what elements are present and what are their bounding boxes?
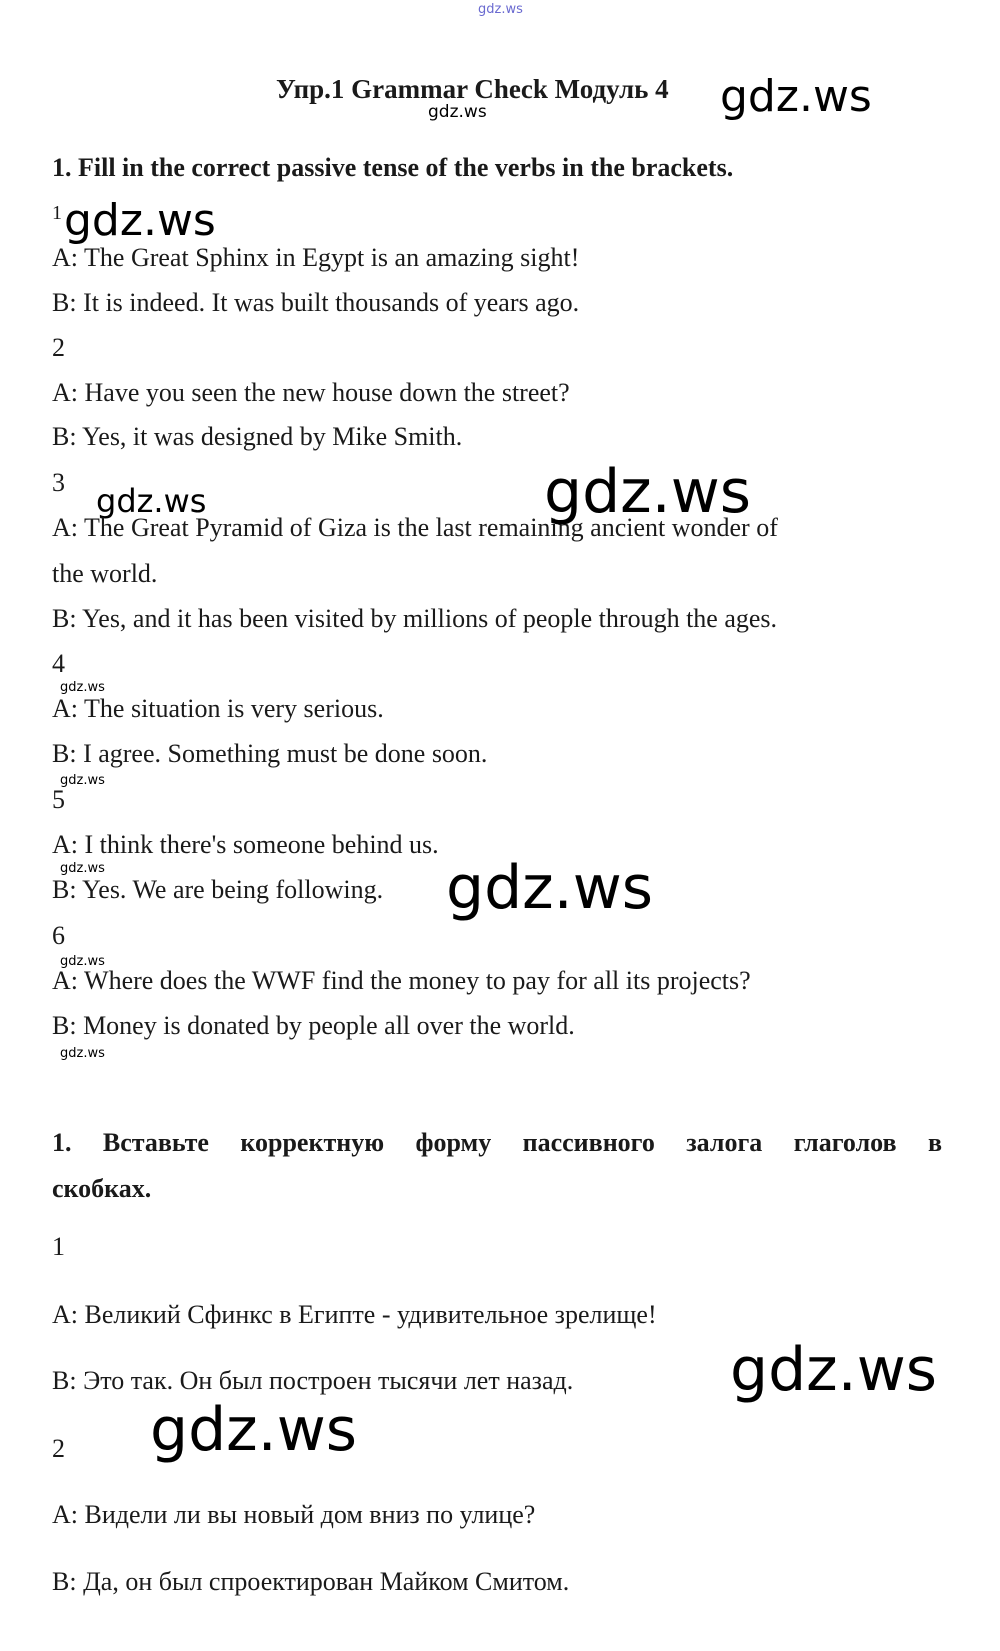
watermark: gdz.ws <box>64 195 216 246</box>
dialogue-line-b: B: Money is donated by people all over the world. <box>52 1011 575 1040</box>
exercise-heading-ru-line1: 1. Вставьте корректную форму пассивного залога глаголов в <box>52 1128 942 1157</box>
dialogue-line-a: A: I think there's someone behind us. <box>52 830 439 859</box>
watermark: gdz.ws <box>720 71 872 122</box>
watermark: gdz.ws <box>60 861 105 876</box>
exercise-heading-ru <box>52 1120 942 1212</box>
dialogue-line-b: B: I agree. Something must be done soon. <box>52 739 488 768</box>
dialogue-line-b: B: Yes, it was designed by Mike Smith. <box>52 422 463 451</box>
dialogue-line-a: A: Великий Сфинкс в Египте - удивительное зрелище! <box>52 1300 657 1329</box>
watermark: gdz.ws <box>446 853 654 923</box>
dialogue-line-b: B: Yes. We are being following. <box>52 875 384 904</box>
exercise-heading-ru-line2: скобках. <box>52 1174 152 1203</box>
dialogue-line-b: B: Yes, and it has been visited by millions of people through the ages. <box>52 604 778 633</box>
dialogue-line-a: A: Have you seen the new house down the street? <box>52 378 570 407</box>
watermark: gdz.ws <box>60 954 105 969</box>
watermark: gdz.ws <box>60 1046 105 1061</box>
dialogue-number: 6 <box>52 921 65 950</box>
page-title: Упр.1 Grammar Check Модуль 4 <box>276 74 669 104</box>
dialogue-line-a-continued: the world. <box>52 559 158 588</box>
watermark: gdz.ws <box>730 1335 938 1405</box>
dialogue-line-a: A: The Great Pyramid of Giza is the last remaining ancient wonder of <box>52 513 778 542</box>
watermark-top: gdz.ws <box>478 2 523 17</box>
watermark: gdz.ws <box>150 1395 358 1465</box>
watermark: gdz.ws <box>60 680 105 695</box>
exercise-heading-en: 1. Fill in the correct passive tense of the verbs in the brackets. <box>52 153 734 182</box>
dialogue-line-a: A: Where does the WWF find the money to pay for all its projects? <box>52 966 751 995</box>
dialogue-line-a: A: The Great Sphinx in Egypt is an amazing sight! <box>52 243 580 272</box>
dialogue-number: 2 <box>52 333 65 362</box>
dialogue-line-b: B: Это так. Он был построен тысячи лет назад. <box>52 1366 574 1395</box>
dialogue-line-b: B: It is indeed. It was built thousands of years ago. <box>52 288 580 317</box>
dialogue-number: 1 <box>52 1232 65 1261</box>
watermark: gdz.ws <box>60 773 105 788</box>
dialogue-number: 1 <box>52 202 62 224</box>
dialogue-line-a: A: The situation is very serious. <box>52 694 384 723</box>
watermark: gdz.ws <box>544 457 752 527</box>
watermark: gdz.ws <box>96 482 207 520</box>
dialogue-number: 5 <box>52 785 65 814</box>
dialogue-line-b: B: Да, он был спроектирован Майком Смитом. <box>52 1567 570 1596</box>
dialogue-line-a: A: Видели ли вы новый дом вниз по улице? <box>52 1500 536 1529</box>
dialogue-number: 3 <box>52 468 65 497</box>
dialogue-number: 4 <box>52 649 65 678</box>
watermark: gdz.ws <box>428 102 487 122</box>
dialogue-number: 2 <box>52 1434 65 1463</box>
